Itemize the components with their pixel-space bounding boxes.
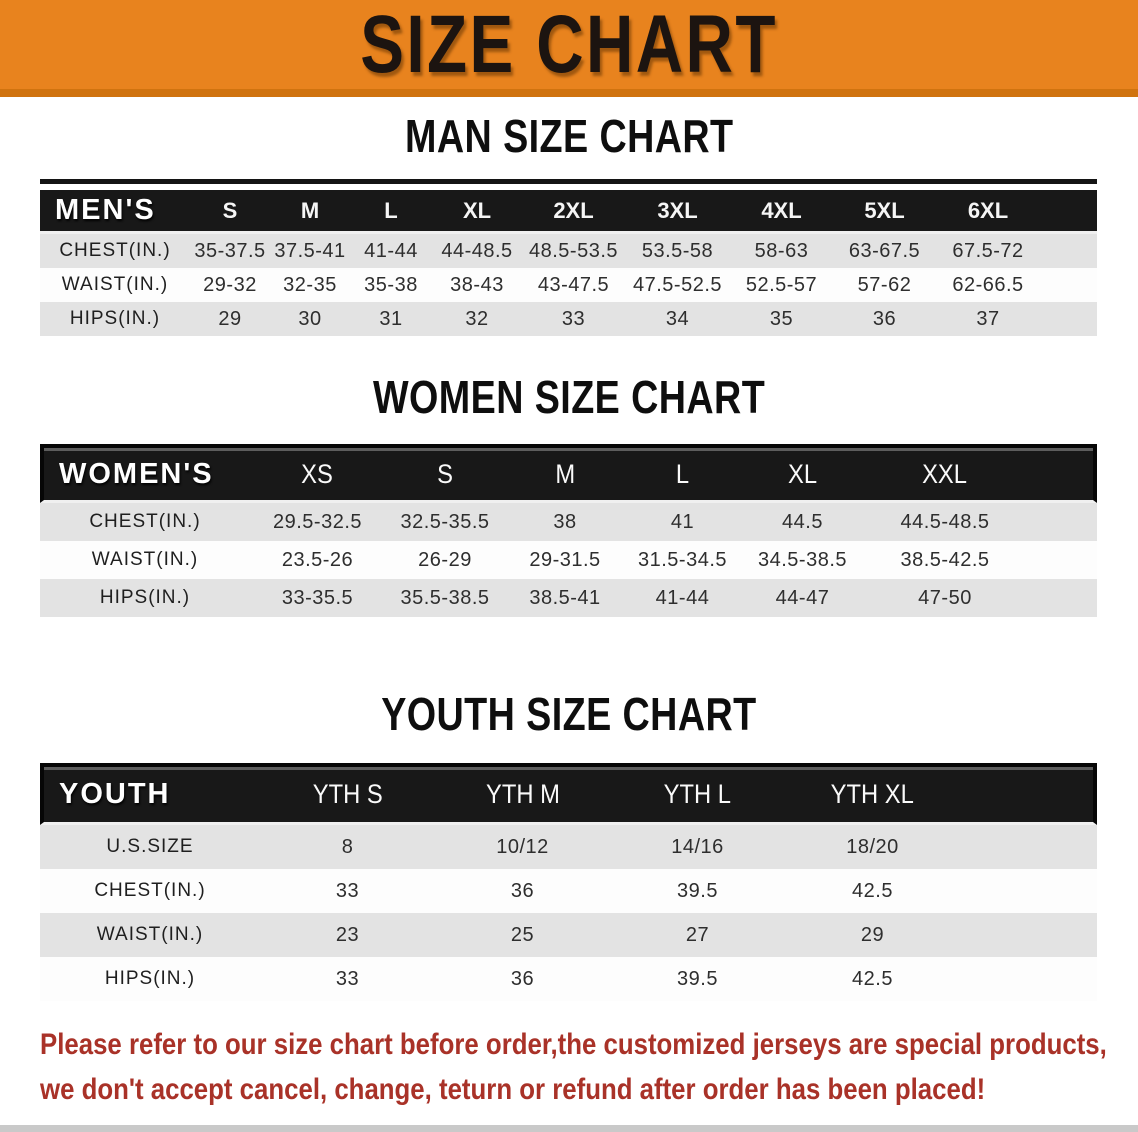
size-column-header — [740, 444, 865, 503]
spacer-cell — [1025, 503, 1097, 541]
men-size-table — [40, 190, 1097, 336]
disclaimer-line-2 — [40, 1070, 1138, 1115]
size-column-header — [260, 763, 435, 825]
youth-ussize-row — [40, 825, 1097, 869]
size-value: 8 — [260, 825, 435, 869]
size-column-header — [610, 763, 785, 825]
size-value: 41-44 — [625, 579, 740, 617]
size-column-header-text: XS — [301, 458, 334, 489]
size-column-header-text: 4XL — [761, 197, 802, 223]
size-value: 29 — [785, 913, 960, 957]
spacer-cell — [1025, 541, 1097, 579]
size-value: 37.5-41 — [270, 234, 350, 268]
bottom-edge-strip — [0, 1125, 1138, 1132]
women-section-title — [0, 370, 1138, 424]
size-column-header-text: S — [437, 458, 453, 489]
measurement-row-label: WAIST(IN.) — [40, 913, 260, 957]
size-value: 67.5-72 — [936, 234, 1040, 268]
youth-table-corner-label-text: YOUTH — [59, 778, 171, 810]
size-column-header-text: 2XL — [553, 197, 594, 223]
women-section-title-text: WOMEN SIZE CHART — [372, 371, 766, 423]
size-value: 33-35.5 — [250, 579, 385, 617]
size-value: 35.5-38.5 — [385, 579, 505, 617]
size-column-header-text: XL — [462, 197, 492, 223]
size-value: 23.5-26 — [250, 541, 385, 579]
women-table-corner-label-text: WOMEN'S — [59, 457, 214, 490]
disclaimer-line-1 — [40, 1025, 1138, 1070]
size-chart-banner — [0, 0, 1138, 97]
size-column-header-text: XXL — [922, 458, 968, 489]
size-value: 14/16 — [610, 825, 785, 869]
youth-section-title — [0, 687, 1138, 741]
size-column-header-text: 5XL — [864, 197, 905, 223]
size-value: 32-35 — [270, 268, 350, 302]
size-value: 30 — [270, 302, 350, 336]
size-value: 41 — [625, 503, 740, 541]
size-value: 58-63 — [730, 234, 833, 268]
size-value: 33 — [260, 869, 435, 913]
women-size-table — [40, 444, 1097, 617]
size-column-header — [505, 444, 625, 503]
size-value: 41-44 — [350, 234, 432, 268]
size-value: 31 — [350, 302, 432, 336]
spacer-cell — [1040, 234, 1097, 268]
size-value: 10/12 — [435, 825, 610, 869]
size-value: 23 — [260, 913, 435, 957]
women-table-corner-label — [40, 444, 250, 503]
size-value: 47.5-52.5 — [625, 268, 730, 302]
youth-table-corner-label — [40, 763, 260, 825]
women-chest-row — [40, 503, 1097, 541]
spacer-cell — [960, 869, 1097, 913]
youth-size-table — [40, 763, 1097, 1001]
size-value: 38.5-42.5 — [865, 541, 1025, 579]
disclaimer-line-2-text: we don't accept cancel, change, teturn or refund after order has been placed! — [40, 1073, 986, 1106]
size-column-header — [522, 190, 625, 234]
size-column-header-text: YTH M — [485, 779, 560, 809]
size-value: 44-47 — [740, 579, 865, 617]
size-value: 32 — [432, 302, 522, 336]
size-value: 34.5-38.5 — [740, 541, 865, 579]
size-column-header — [785, 763, 960, 825]
size-value: 43-47.5 — [522, 268, 625, 302]
size-value: 38.5-41 — [505, 579, 625, 617]
size-column-header — [432, 190, 522, 234]
size-value: 18/20 — [785, 825, 960, 869]
spacer-cell — [960, 763, 1097, 825]
disclaimer-line-1-text: Please refer to our size chart before order,the customized jerseys are special products, — [40, 1028, 1107, 1061]
size-value: 35-38 — [350, 268, 432, 302]
size-value: 29-32 — [190, 268, 270, 302]
youth-hips-row — [40, 957, 1097, 1001]
men-table-corner-label — [40, 190, 190, 234]
size-column-header-text: M — [555, 458, 575, 489]
size-value: 26-29 — [385, 541, 505, 579]
size-column-header-text: YTH XL — [830, 779, 915, 809]
size-column-header-text: M — [300, 197, 320, 223]
measurement-row-label: CHEST(IN.) — [40, 234, 190, 268]
size-value: 39.5 — [610, 957, 785, 1001]
spacer-cell — [1040, 302, 1097, 336]
size-value: 44-48.5 — [432, 234, 522, 268]
size-value: 42.5 — [785, 957, 960, 1001]
size-value: 47-50 — [865, 579, 1025, 617]
size-column-header-text: 6XL — [967, 197, 1009, 223]
spacer-cell — [1040, 268, 1097, 302]
measurement-row-label: WAIST(IN.) — [40, 541, 250, 579]
measurement-row-label: HIPS(IN.) — [40, 579, 250, 617]
size-value: 33 — [260, 957, 435, 1001]
youth-waist-row — [40, 913, 1097, 957]
disclaimer — [40, 1025, 1138, 1115]
measurement-row-label: CHEST(IN.) — [40, 869, 260, 913]
spacer-cell — [1025, 444, 1097, 503]
size-value: 31.5-34.5 — [625, 541, 740, 579]
size-column-header-text: 3XL — [657, 197, 698, 223]
spacer-cell — [960, 825, 1097, 869]
men-chest-row — [40, 234, 1097, 268]
size-value: 44.5-48.5 — [865, 503, 1025, 541]
size-value: 29 — [190, 302, 270, 336]
size-value: 35 — [730, 302, 833, 336]
women-header-row — [40, 444, 1097, 503]
size-value: 44.5 — [740, 503, 865, 541]
size-column-header — [625, 190, 730, 234]
size-value: 57-62 — [833, 268, 936, 302]
size-column-header — [270, 190, 350, 234]
size-column-header-text: YTH S — [312, 779, 383, 809]
size-value: 38-43 — [432, 268, 522, 302]
size-column-header-text: YTH L — [663, 779, 732, 809]
size-column-header — [833, 190, 936, 234]
men-section-title-text: MAN SIZE CHART — [404, 110, 734, 162]
spacer-cell — [1040, 190, 1097, 234]
measurement-row-label: HIPS(IN.) — [40, 302, 190, 336]
size-value: 29.5-32.5 — [250, 503, 385, 541]
women-waist-row — [40, 541, 1097, 579]
size-column-header — [865, 444, 1025, 503]
spacer-cell — [1025, 579, 1097, 617]
size-column-header-text: XL — [787, 458, 818, 489]
men-size-table-wrap — [40, 179, 1097, 336]
measurement-row-label: CHEST(IN.) — [40, 503, 250, 541]
measurement-row-label: WAIST(IN.) — [40, 268, 190, 302]
size-value: 52.5-57 — [730, 268, 833, 302]
size-value: 39.5 — [610, 869, 785, 913]
women-hips-row — [40, 579, 1097, 617]
men-section-title — [0, 109, 1138, 163]
size-value: 63-67.5 — [833, 234, 936, 268]
size-column-header — [435, 763, 610, 825]
size-value: 34 — [625, 302, 730, 336]
youth-section-title-text: YOUTH SIZE CHART — [381, 688, 757, 740]
banner-title: SIZE CHART — [360, 0, 778, 90]
size-value: 36 — [833, 302, 936, 336]
size-column-header — [730, 190, 833, 234]
men-table-corner-label-text: MEN'S — [55, 194, 156, 226]
spacer-cell — [960, 957, 1097, 1001]
size-value: 29-31.5 — [505, 541, 625, 579]
men-hips-row — [40, 302, 1097, 336]
measurement-row-label: U.S.SIZE — [40, 825, 260, 869]
size-column-header — [190, 190, 270, 234]
size-value: 42.5 — [785, 869, 960, 913]
size-column-header — [936, 190, 1040, 234]
size-column-header — [250, 444, 385, 503]
size-column-header-text: L — [675, 458, 690, 489]
size-value: 62-66.5 — [936, 268, 1040, 302]
men-waist-row — [40, 268, 1097, 302]
size-value: 36 — [435, 957, 610, 1001]
size-value: 25 — [435, 913, 610, 957]
size-column-header — [625, 444, 740, 503]
size-value: 33 — [522, 302, 625, 336]
youth-header-row — [40, 763, 1097, 825]
size-column-header — [350, 190, 432, 234]
men-header-row — [40, 190, 1097, 234]
size-column-header-text: S — [222, 197, 238, 223]
size-value: 38 — [505, 503, 625, 541]
size-value: 32.5-35.5 — [385, 503, 505, 541]
size-value: 48.5-53.5 — [522, 234, 625, 268]
size-value: 27 — [610, 913, 785, 957]
size-column-header-text: L — [384, 197, 398, 223]
youth-size-table-wrap — [40, 763, 1097, 1001]
women-size-table-wrap — [40, 444, 1097, 617]
size-value: 37 — [936, 302, 1040, 336]
size-value: 36 — [435, 869, 610, 913]
youth-chest-row — [40, 869, 1097, 913]
size-value: 53.5-58 — [625, 234, 730, 268]
size-column-header — [385, 444, 505, 503]
size-value: 35-37.5 — [190, 234, 270, 268]
measurement-row-label: HIPS(IN.) — [40, 957, 260, 1001]
spacer-cell — [960, 913, 1097, 957]
